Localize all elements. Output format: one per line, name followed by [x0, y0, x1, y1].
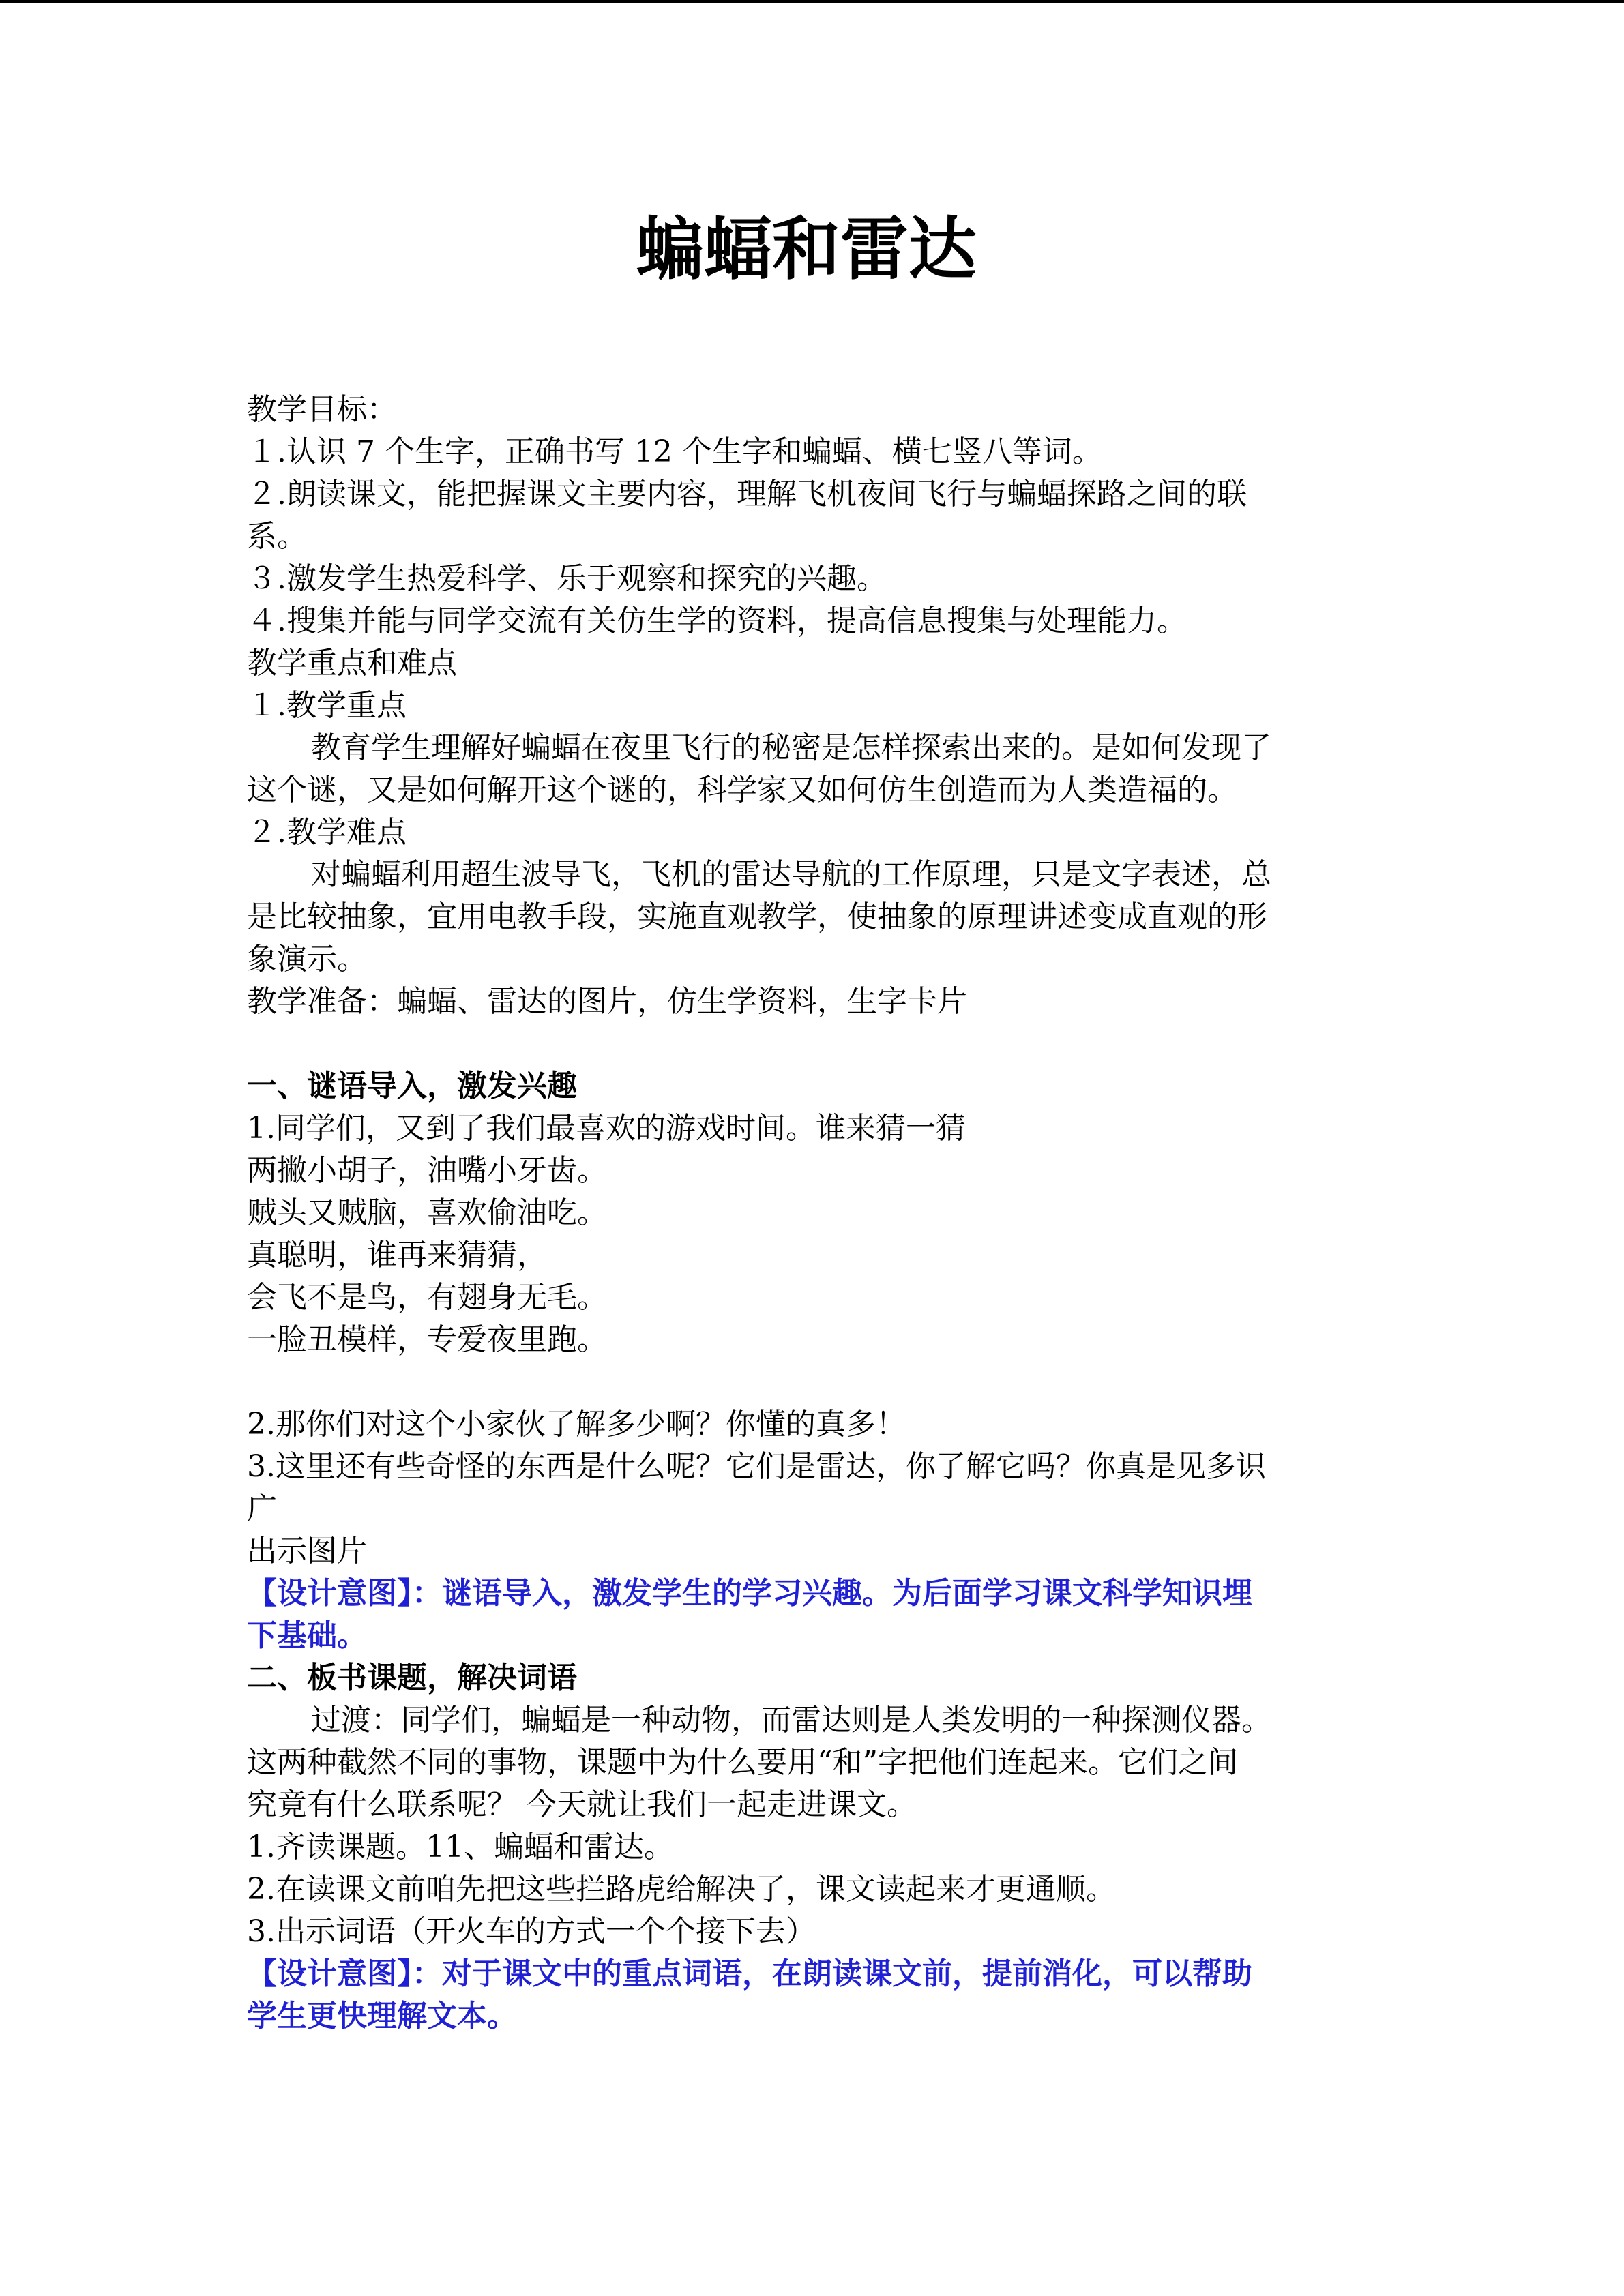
- top-border-line: [0, 0, 1624, 3]
- difficulty-text-cont-1: 是比较抽象，宜用电教手段，实施直观教学，使抽象的原理讲述变成直观的形: [247, 899, 1267, 934]
- show-pictures: 出示图片: [247, 1534, 367, 1568]
- objective-1: １.认识 7 个生字，正确书写 12 个生字和蝙蝠、横七竖八等词。: [247, 434, 1102, 469]
- key-points-heading: 教学重点和难点: [247, 646, 457, 681]
- blank-line: [247, 1361, 1365, 1403]
- transition-text: 过渡：同学们，蝙蝠是一种动物，而雷达则是人类发明的一种探测仪器。: [311, 1703, 1271, 1738]
- section-1-step-3-cont: 广: [247, 1491, 277, 1526]
- difficulty-text: 对蝙蝠利用超生波导飞，飞机的雷达导航的工作原理，只是文字表述，总: [311, 857, 1271, 892]
- transition-text-cont-2: 究竟有什么联系呢？ 今天就让我们一起走进课文。: [247, 1787, 917, 1822]
- objective-3: ３.激发学生热爱科学、乐于观察和探究的兴趣。: [247, 561, 887, 596]
- design-intent-2: 【设计意图】：对于课文中的重点词语，在朗读课文前，提前消化，可以帮助: [247, 1956, 1252, 1991]
- section-2-step-2: 2.在读课文前咱先把这些拦路虎给解决了，课文读起来才更通顺。: [247, 1872, 1116, 1907]
- objective-4: ４.搜集并能与同学交流有关仿生学的资料，提高信息搜集与处理能力。: [247, 603, 1187, 638]
- difficulty-text-cont-2: 象演示。: [247, 942, 367, 976]
- design-intent-1: 【设计意图】：谜语导入，激发学生的学习兴趣。为后面学习课文科学知识埋: [247, 1576, 1252, 1611]
- transition-text-cont-1: 这两种截然不同的事物，课题中为什么要用“和”字把他们连起来。它们之间: [247, 1745, 1238, 1780]
- section-1-step-1: 1.同学们，又到了我们最喜欢的游戏时间。谁来猜一猜: [247, 1111, 966, 1146]
- preparation: 教学准备：蝙蝠、雷达的图片，仿生学资料，生字卡片: [247, 984, 967, 1019]
- design-intent-1-cont: 下基础。: [247, 1618, 367, 1653]
- blank-line: [247, 1023, 1365, 1065]
- riddle-line-3: 真聪明，谁再来猜猜，: [247, 1238, 547, 1272]
- design-intent-2-cont: 学生更快理解文本。: [247, 1999, 517, 2033]
- key-point-label: １.教学重点: [247, 688, 407, 723]
- document-title: 蝙蝠和雷达: [636, 209, 977, 289]
- section-1-step-3: 3.这里还有些奇怪的东西是什么呢？它们是雷达，你了解它吗？你真是见多识: [247, 1449, 1266, 1484]
- objective-2: ２.朗读课文，能把握课文主要内容，理解飞机夜间飞行与蝙蝠探路之间的联: [247, 477, 1247, 511]
- riddle-line-5: 一脸丑模样，专爱夜里跑。: [247, 1322, 607, 1357]
- difficulty-label: ２.教学难点: [247, 815, 407, 850]
- key-point-text-cont: 这个谜，又是如何解开这个谜的，科学家又如何仿生创造而为人类造福的。: [247, 773, 1237, 807]
- riddle-line-4: 会飞不是鸟，有翅身无毛。: [247, 1280, 607, 1315]
- section-1-heading: 一、谜语导入，激发兴趣: [247, 1069, 577, 1103]
- objective-2-cont: 系。: [247, 519, 307, 554]
- riddle-line-2: 贼头又贼脑，喜欢偷油吃。: [247, 1195, 607, 1230]
- section-2-step-1: 1.齐读课题。11、蝙蝠和雷达。: [247, 1830, 674, 1864]
- section-2-step-3: 3.出示词语（开火车的方式一个个接下去）: [247, 1914, 816, 1949]
- objectives-heading: 教学目标：: [247, 392, 397, 427]
- section-1-step-2: 2.那你们对这个小家伙了解多少啊？你懂的真多！: [247, 1407, 906, 1442]
- section-2-heading: 二、板书课题，解决词语: [247, 1660, 577, 1695]
- key-point-text: 教育学生理解好蝙蝠在夜里飞行的秘密是怎样探索出来的。是如何发现了: [311, 730, 1271, 765]
- riddle-line-1: 两撇小胡子，油嘴小牙齿。: [247, 1153, 607, 1188]
- document-page: [247, 205, 1365, 2038]
